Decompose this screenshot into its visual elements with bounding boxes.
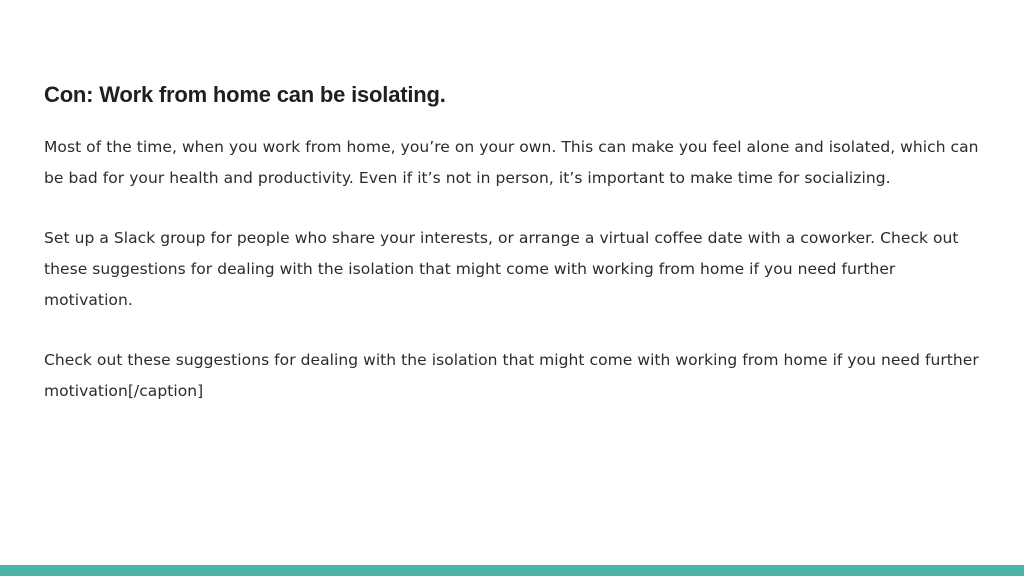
slide-content bbox=[44, 80, 984, 436]
paragraph-isolation: Most of the time, when you work from home, you’re on your own. This can make you feel alone and isolated, which can be bad for your health and productivity. Even if it’s not in person, it’s important to make time for socializing. bbox=[44, 138, 979, 187]
slide-title: Con: Work from home can be isolating. bbox=[44, 82, 446, 107]
paragraph-caption: Check out these suggestions for dealing with the isolation that might come with working from home if you need further motivation[/caption] bbox=[44, 351, 979, 400]
accent-bar bbox=[0, 565, 1024, 576]
paragraph-suggestions: Set up a Slack group for people who share your interests, or arrange a virtual coffee date with a coworker. Check out these suggestions for dealing with the isolation that might come with working from home if you need further motivation. bbox=[44, 229, 959, 309]
